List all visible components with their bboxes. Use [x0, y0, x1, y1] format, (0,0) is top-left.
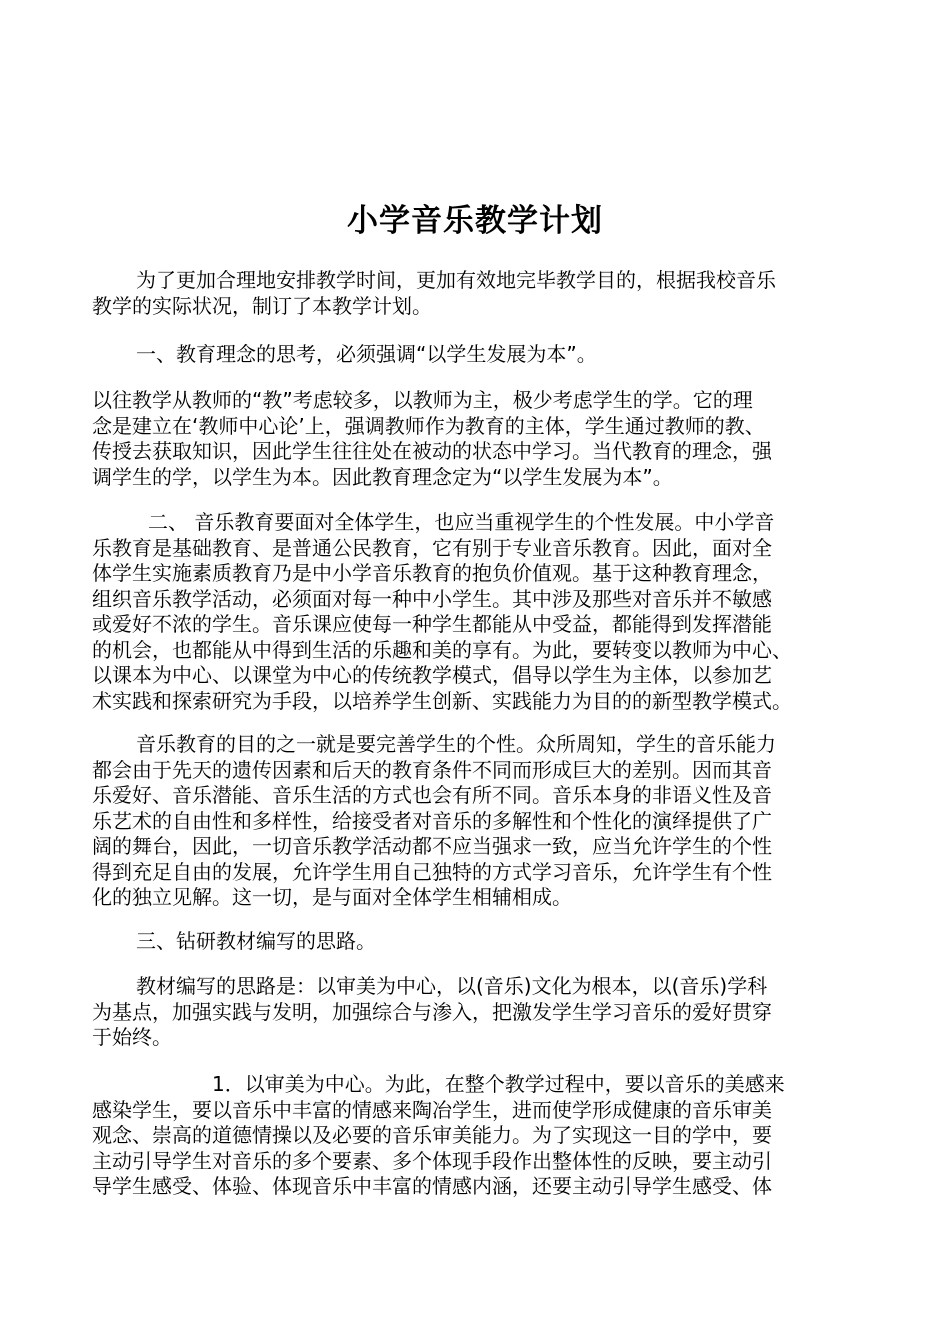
document-title: 小学音乐教学计划 — [347, 203, 603, 239]
section-heading-1 — [92, 342, 866, 368]
text-line: 导学生感受、体验、体现音乐中丰富的情感内涵，还要主动引导学生感受、体 — [92, 1174, 772, 1198]
text-line: 为了更加合理地安排教学时间，更加有效地完毕教学目的，根据我校音乐 — [136, 268, 776, 292]
paragraph-aesthetic-center — [92, 1072, 866, 1200]
text-line: 观念、崇高的道德情操以及必要的音乐审美能力。为了实现这一目的学中，要 — [92, 1123, 772, 1147]
text-line: 都会由于先天的遗传因素和后天的教育条件不同而形成巨大的差别。因而其音 — [92, 757, 772, 782]
text-line: 以往教学从教师的“教”考虑较多，以教师为主，极少考虑学生的学。它的理 — [92, 388, 753, 412]
text-line: 音乐教育的目的之一就是要完善学生的个性。众所周知，学生的音乐能力 — [136, 732, 776, 756]
text-line: 乐教育是基础教育、是普通公民教育，它有别于专业音乐教育。因此，面对全 — [92, 535, 772, 560]
paragraph-section-1 — [92, 388, 866, 490]
paragraph-textbook-approach — [92, 974, 866, 1051]
text-line: 念是建立在‘教师中心论’上，强调教师作为教育的主体，学生通过教师的教、 — [92, 413, 765, 438]
text-line: 于始终。 — [92, 1025, 172, 1049]
paragraph-intro — [92, 268, 866, 319]
text-line: 得到充足自由的发展，允许学生用自己独特的方式学习音乐，允许学生有个性 — [92, 859, 772, 884]
text-line: 乐爱好、音乐潜能、音乐生活的方式也会有所不同。音乐本身的非语义性及音 — [92, 783, 772, 807]
text-line: 教学的实际状况，制订了本教学计划。 — [92, 293, 432, 318]
text-line: 为基点，加强实践与发明，加强综合与渗入，把激发学生学习音乐的爱好贯穿 — [92, 999, 772, 1024]
paragraph-section-2 — [92, 510, 866, 714]
text-line: 调学生的学，以学生为本。因此教育理念定为“以学生发展为本”。 — [92, 464, 673, 489]
text-line: 感染学生，要以音乐中丰富的情感来陶冶学生，进而使学形成健康的音乐审美 — [92, 1097, 772, 1122]
text-line: 组织音乐教学活动，必须面对每一种中小学生。其中涉及那些对音乐并不敏感 — [92, 586, 772, 611]
text-line: 二、 音乐教育要面对全体学生，也应当重视学生的个性发展。中小学音 — [148, 510, 775, 534]
text-line: 阔的舞台，因此，一切音乐教学活动都不应当强求一致，应当允许学生的个性 — [92, 834, 772, 858]
paragraph-music-goal — [92, 732, 866, 911]
text-line: 主动引导学生对音乐的多个要素、多个体现手段作出整体性的反映，要主动引 — [92, 1148, 772, 1173]
text-line: 教材编写的思路是：以审美为中心，以(音乐)文化为根本，以(音乐)学科 — [136, 974, 768, 998]
text-line: 三、钻研教材编写的思路。 — [136, 929, 376, 953]
text-line: 或爱好不浓的学生。音乐课应使每一种学生都能从中受益，都能得到发挥潜能 — [92, 612, 772, 636]
text-line: 体学生实施素质教育乃是中小学音乐教育的抱负价值观。基于这种教育理念， — [92, 561, 772, 585]
text-line: 一、教育理念的思考，必须强调“以学生发展为本”。 — [136, 342, 597, 366]
text-line: 以课本为中心、以课堂为中心的传统教学模式，倡导以学生为主体，以参加艺 — [92, 663, 772, 687]
text-line: 传授去获取知识，因此学生往往处在被动的状态中学习。当代教育的理念，强 — [92, 439, 772, 463]
text-line: 术实践和探索研究为手段，以培养学生创新、实践能力为目的的新型教学模式。 — [92, 688, 792, 713]
text-line: 的机会，也都能从中得到生活的乐趣和美的享有。为此，要转变以教师为中心、 — [92, 637, 792, 662]
text-line: 化的独立见解。这一切，是与面对全体学生相辅相成。 — [92, 885, 572, 909]
text-line: 乐艺术的自由性和多样性，给接受者对音乐的多解性和个性化的演绎提供了广 — [92, 808, 772, 833]
section-heading-3 — [92, 929, 866, 955]
text-line: 1．以审美为中心。为此，在整个教学过程中，要以音乐的美感来 — [212, 1072, 785, 1096]
